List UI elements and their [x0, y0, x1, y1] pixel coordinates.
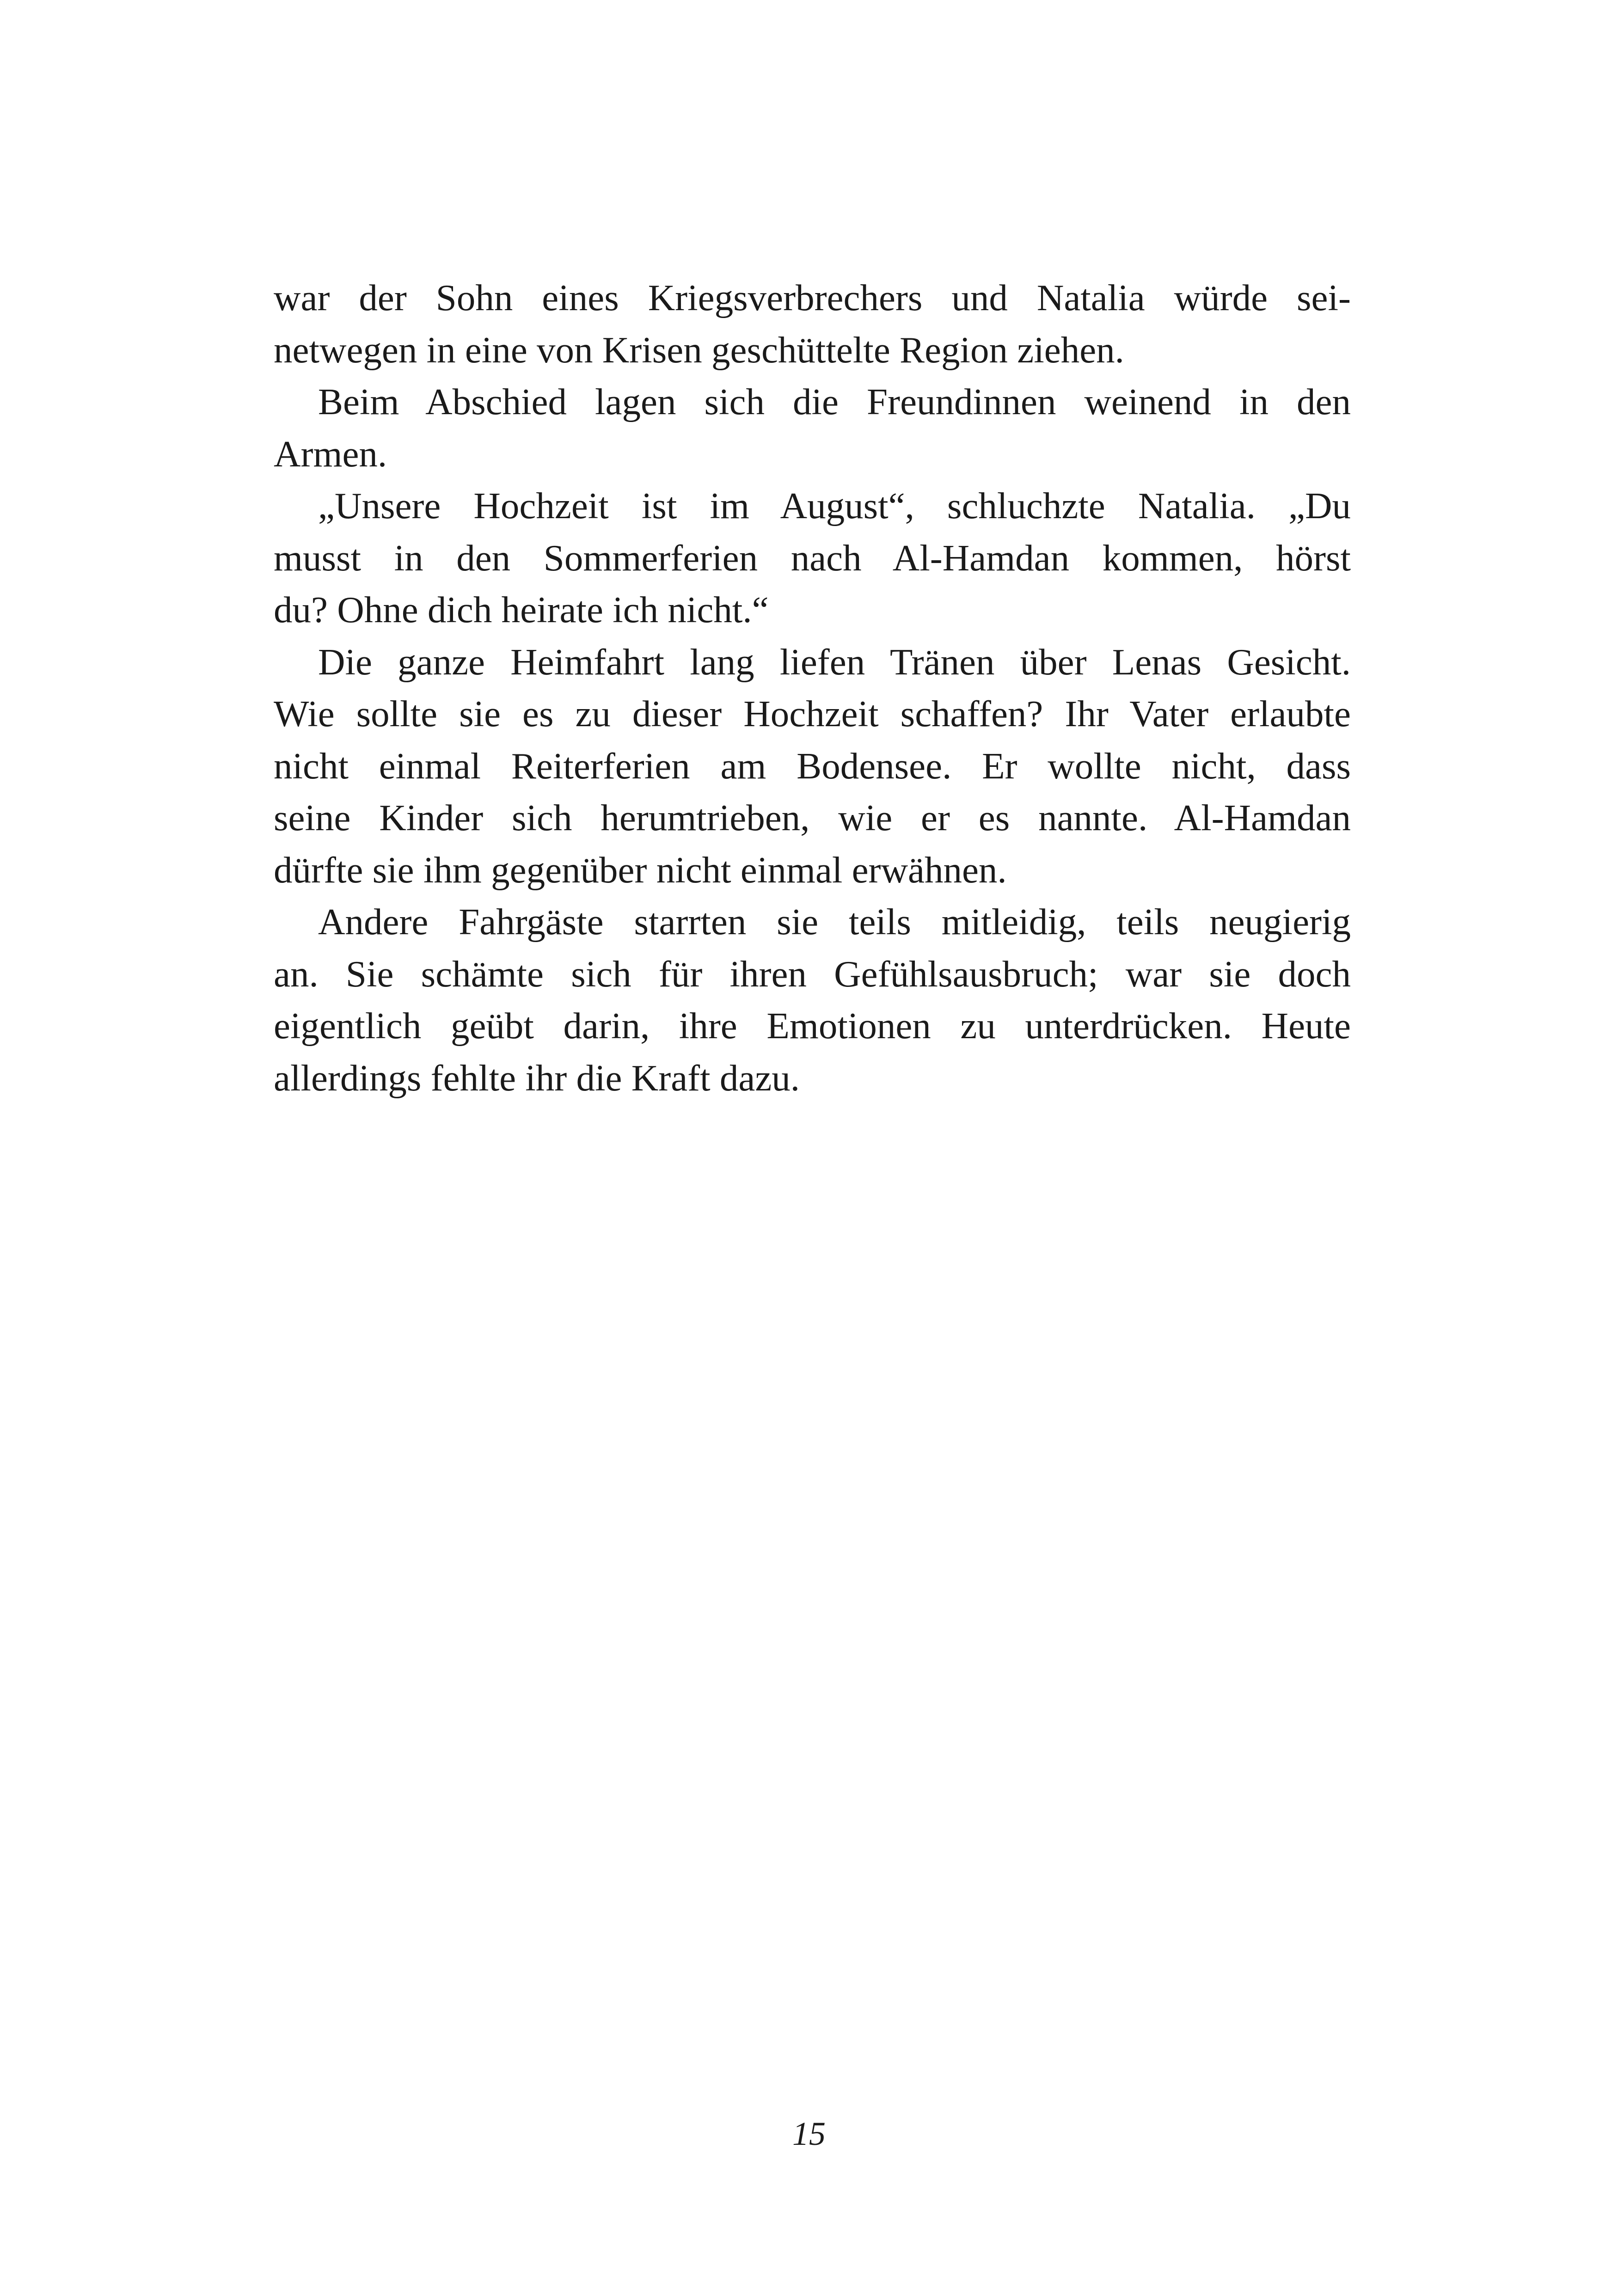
text-line: Armen.: [274, 433, 387, 475]
text-line: seine Kinder sich herumtrieben, wie er es nannte. Al-Hamdan: [274, 797, 1351, 839]
text-line: Beim Abschied lagen sich die Freundinnen weinend in den: [318, 381, 1351, 422]
text-line: an. Sie schämte sich für ihren Gefühlsausbruch; war sie doch: [274, 953, 1351, 995]
text-line: war der Sohn eines Kriegsverbrechers und Natalia würde sei-: [274, 277, 1351, 318]
text-line: netwegen in eine von Krisen geschüttelte Region ziehen.: [274, 329, 1124, 371]
paragraph-3: [274, 480, 1351, 636]
paragraph-1: [274, 272, 1351, 376]
text-line: Die ganze Heimfahrt lang liefen Tränen über Lenas Gesicht.: [318, 641, 1351, 683]
text-line: „Unsere Hochzeit ist im August“, schluchzte Natalia. „Du: [318, 485, 1351, 527]
text-line: musst in den Sommerferien nach Al-Hamdan kommen, hörst: [274, 537, 1351, 579]
paragraph-4: [274, 636, 1351, 896]
text-line: nicht einmal Reiterferien am Bodensee. Er wollte nicht, dass: [274, 745, 1351, 787]
text-line: eigentlich geübt darin, ihre Emotionen zu unterdrücken. Heute: [274, 1005, 1351, 1047]
text-line: du? Ohne dich heirate ich nicht.“: [274, 589, 769, 631]
text-line: Andere Fahrgäste starrten sie teils mitleidig, teils neugierig: [318, 901, 1351, 943]
page-number: 15: [792, 2115, 826, 2152]
paragraph-5: [274, 896, 1351, 1104]
body-text: [274, 272, 1351, 1104]
text-line: Wie sollte sie es zu dieser Hochzeit schaffen? Ihr Vater erlaubte: [274, 693, 1351, 735]
text-line: allerdings fehlte ihr die Kraft dazu.: [274, 1057, 800, 1099]
paragraph-2: [274, 376, 1351, 480]
text-line: dürfte sie ihm gegenüber nicht einmal erwähnen.: [274, 849, 1007, 891]
